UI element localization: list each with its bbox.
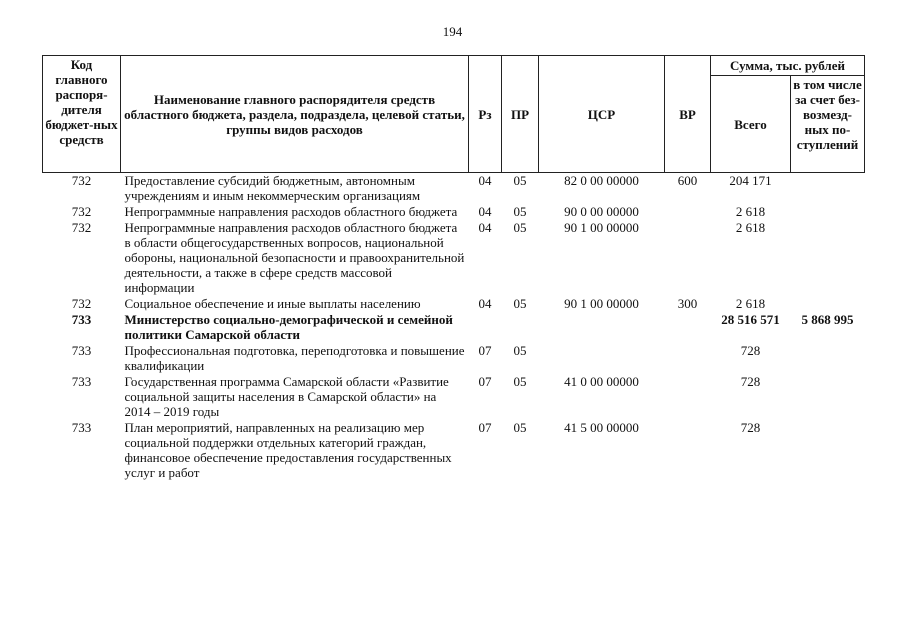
row-code: 732: [71, 296, 92, 311]
row-csr: [539, 343, 665, 374]
row-incl: [791, 296, 865, 312]
page-number: 194: [442, 24, 463, 39]
row-total: 728: [740, 343, 761, 358]
row-rz: 07: [478, 420, 492, 435]
row-total: 2 618: [735, 204, 766, 219]
row-vr: [665, 374, 711, 420]
header-pr: ПР: [502, 56, 539, 173]
row-total: 2 618: [735, 296, 766, 311]
row-csr: [539, 312, 665, 343]
row-rz: [469, 312, 502, 343]
row-code: 733: [71, 343, 92, 358]
row-vr: [665, 343, 711, 374]
row-incl: 5 868 995: [801, 312, 854, 327]
row-name: Государственная программа Самарской области «Развитие социальной защиты населения в Самарской области» на 2014 – 2019 годы: [124, 374, 449, 419]
row-pr: 05: [513, 420, 527, 435]
row-rz: 07: [478, 374, 492, 389]
row-name: Профессиональная подготовка, переподготовка и повышение квалификации: [124, 343, 465, 373]
row-rz: 07: [478, 343, 492, 358]
row-vr: [665, 420, 711, 481]
row-incl: [791, 343, 865, 374]
header-rz: Рз: [469, 56, 502, 173]
row-csr: 90 1 00 00000: [564, 220, 639, 235]
row-name: Непрограммные направления расходов областного бюджета в области общегосударственных вопросов, национальной обороны, национальной безопасности и правоохранительной деятельности, а также в сфере средств массовой информации: [124, 220, 465, 295]
row-rz: 04: [478, 296, 492, 311]
header-code: Код главного распоря-дителя бюджет-ных средств: [43, 56, 121, 173]
header-vr: ВР: [665, 56, 711, 173]
header-incl: в том числе за счет без-возмезд-ных по-ступлений: [791, 76, 865, 173]
row-name: План мероприятий, направленных на реализацию мер социальной поддержки отдельных категорий граждан, финансовое обеспечение предоставления государственных услуг и работ: [124, 420, 452, 480]
table-row: [43, 296, 865, 312]
row-incl: [791, 420, 865, 481]
row-rz: 04: [478, 220, 492, 235]
row-vr: 300: [677, 296, 698, 311]
row-csr: 90 1 00 00000: [564, 296, 639, 311]
row-rz: 04: [478, 173, 492, 188]
row-pr: [502, 312, 539, 343]
row-rz: 04: [478, 204, 492, 219]
table-row: [43, 374, 865, 420]
row-vr: [665, 204, 711, 220]
row-total: 28 516 571: [721, 312, 780, 327]
table-header: [43, 56, 865, 173]
table-row: [43, 204, 865, 220]
row-incl: [791, 374, 865, 420]
row-total: 204 171: [729, 173, 772, 188]
row-vr: 600: [677, 173, 698, 188]
row-vr: [665, 220, 711, 296]
header-sum: Сумма, тыс. рублей: [711, 56, 865, 76]
row-pr: 05: [513, 374, 527, 389]
row-code: 732: [71, 204, 92, 219]
row-name: Предоставление субсидий бюджетным, автономным учреждениям и иным некоммерческим организациям: [124, 173, 421, 203]
row-incl: [791, 220, 865, 296]
row-pr: 05: [513, 343, 527, 358]
header-total: Всего: [711, 76, 791, 173]
row-total: 728: [740, 374, 761, 389]
row-csr: 41 5 00 00000: [564, 420, 639, 435]
row-code: 733: [71, 312, 92, 327]
row-code: 733: [71, 420, 92, 435]
row-total: 2 618: [735, 220, 766, 235]
row-incl: [791, 204, 865, 220]
table-row: [43, 420, 865, 481]
row-code: 733: [71, 374, 92, 389]
row-code: 732: [71, 173, 92, 188]
table-body: [43, 173, 865, 482]
row-name: Министерство социально-демографической и семейной политики Самарской области: [124, 312, 453, 342]
table-row: [43, 220, 865, 296]
table-row: [43, 312, 865, 343]
row-name: Непрограммные направления расходов областного бюджета: [124, 204, 458, 219]
table-row: [43, 343, 865, 374]
row-csr: 90 0 00 00000: [564, 204, 639, 219]
header-name: Наименование главного распорядителя средств областного бюджета, раздела, подраздела, целевой статьи, группы видов расходов: [121, 56, 469, 173]
row-vr: [665, 312, 711, 343]
row-name: Социальное обеспечение и иные выплаты населению: [124, 296, 421, 311]
budget-table: [42, 55, 865, 481]
row-csr: 82 0 00 00000: [564, 173, 639, 188]
row-pr: 05: [513, 220, 527, 235]
row-pr: 05: [513, 204, 527, 219]
row-csr: 41 0 00 00000: [564, 374, 639, 389]
table-row: [43, 173, 865, 205]
row-pr: 05: [513, 173, 527, 188]
row-pr: 05: [513, 296, 527, 311]
header-csr: ЦСР: [539, 56, 665, 173]
row-total: 728: [740, 420, 761, 435]
row-incl: [791, 173, 865, 205]
row-code: 732: [71, 220, 92, 235]
